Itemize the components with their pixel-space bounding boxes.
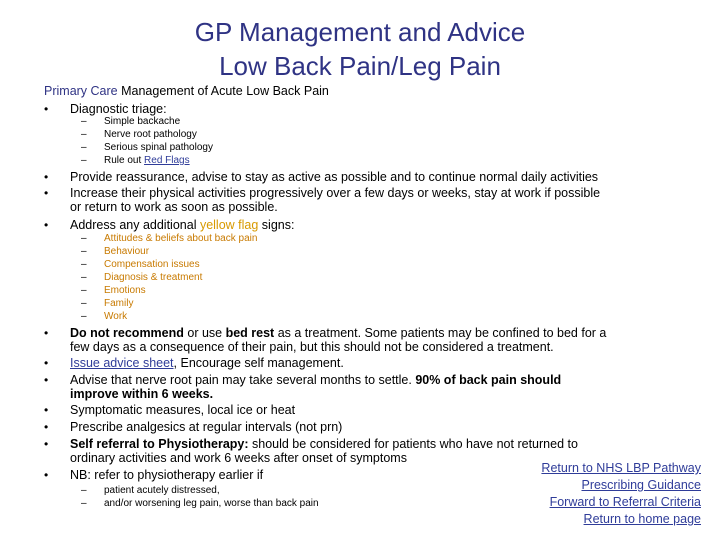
- dash: –: [81, 155, 87, 166]
- triage-item-red-flags: [104, 155, 190, 167]
- page-title-line1: GP Management and Advice: [194, 17, 526, 47]
- yellow-item: Work: [104, 311, 128, 322]
- nerve-bold1: 90% of back pain should: [415, 373, 562, 387]
- section-subtitle: [44, 84, 329, 98]
- dash: –: [81, 142, 87, 153]
- nerve-bold2: improve within 6 weeks.: [70, 387, 214, 401]
- prescribing-guidance-link[interactable]: Prescribing Guidance: [581, 478, 701, 492]
- dash: –: [81, 129, 87, 140]
- bullet: •: [44, 468, 49, 482]
- bullet: •: [44, 186, 49, 200]
- yellow-prefix: Address any additional: [70, 218, 200, 232]
- nerve-line2: [70, 387, 710, 401]
- subtitle-rest: Management of Acute Low Back Pain: [121, 84, 329, 98]
- yellow-item: Emotions: [104, 285, 146, 296]
- bullet: •: [44, 326, 49, 340]
- triage-item: Serious spinal pathology: [104, 142, 213, 153]
- triage-label: Diagnostic triage:: [70, 102, 167, 116]
- symptomatic-text: Symptomatic measures, local ice or heat: [70, 403, 296, 417]
- red-flags-link[interactable]: Red Flags: [144, 155, 190, 166]
- reassurance-text: Provide reassurance, advise to stay as active as possible and to continue normal daily activities: [70, 170, 599, 184]
- home-page-link[interactable]: Return to home page: [583, 512, 701, 526]
- bedrest-bold1: Do not recommend: [70, 326, 184, 340]
- bedrest-line1: [70, 326, 710, 340]
- yellow-item: Family: [104, 298, 134, 309]
- page-title-line2: Low Back Pain/Leg Pain: [219, 51, 501, 81]
- bedrest-mid: or use: [183, 326, 226, 340]
- bullet: •: [44, 170, 49, 184]
- triage-item: Nerve root pathology: [104, 129, 197, 140]
- bedrest-rest: as a treatment. Some patients may be confined to bed for a: [274, 326, 607, 340]
- bullet: •: [44, 437, 49, 451]
- bullet: •: [44, 356, 49, 370]
- subtitle-primary-care: Primary Care: [44, 84, 118, 98]
- physio-bold: Self referral to Physiotherapy:: [70, 437, 249, 451]
- bullet: •: [44, 403, 49, 417]
- yellow-item: Compensation issues: [104, 259, 200, 270]
- dash: –: [81, 498, 87, 509]
- physio-line1: [70, 437, 710, 451]
- yellow-suffix: signs:: [258, 218, 295, 232]
- bedrest-bold2: bed rest: [225, 326, 275, 340]
- dash: –: [81, 272, 87, 283]
- bullet: •: [44, 373, 49, 387]
- dash: –: [81, 298, 87, 309]
- nerve-normal: Advise that nerve root pain may take several months to settle.: [70, 373, 416, 387]
- referral-criteria-link[interactable]: Forward to Referral Criteria: [549, 495, 701, 509]
- advice-rest: , Encourage self management.: [173, 356, 344, 370]
- increase-line2: or return to work as soon as possible.: [70, 200, 278, 214]
- nb-item: and/or worsening leg pain, worse than back pain: [104, 498, 319, 509]
- physio-rest: should be considered for patients who have not returned to: [248, 437, 578, 451]
- dash: –: [81, 311, 87, 322]
- nerve-line1: [70, 373, 710, 387]
- dash: –: [81, 246, 87, 257]
- bullet: •: [44, 420, 49, 434]
- physio-line2: ordinary activities and work 6 weeks after onset of symptoms: [70, 451, 407, 465]
- rule-out-text: Rule out: [104, 155, 145, 166]
- yellow-item: Attitudes & beliefs about back pain: [104, 233, 258, 244]
- advice-line: [70, 356, 710, 370]
- issue-advice-sheet-link[interactable]: Issue advice sheet: [70, 356, 174, 370]
- return-nhs-lbp-pathway-link[interactable]: Return to NHS LBP Pathway: [541, 461, 701, 475]
- dash: –: [81, 233, 87, 244]
- yellow-flag-line: [70, 218, 710, 232]
- bedrest-line2: few days as a consequence of their pain, but this should not be considered a treatment.: [70, 340, 554, 354]
- triage-item: Simple backache: [104, 116, 181, 127]
- dash: –: [81, 285, 87, 296]
- increase-line1: Increase their physical activities progressively over a few days or weeks, stay at work if possible: [70, 186, 601, 200]
- nb-item: patient acutely distressed,: [104, 485, 220, 496]
- yellow-item: Behaviour: [104, 246, 150, 257]
- analgesics-text: Prescribe analgesics at regular intervals (not prn): [70, 420, 343, 434]
- bullet: •: [44, 102, 49, 116]
- dash: –: [81, 485, 87, 496]
- dash: –: [81, 116, 87, 127]
- yellow-item: Diagnosis & treatment: [104, 272, 203, 283]
- yellow-flag-term: yellow flag: [199, 218, 259, 232]
- nb-text: NB: refer to physiotherapy earlier if: [70, 468, 264, 482]
- bullet: •: [44, 218, 49, 232]
- dash: –: [81, 259, 87, 270]
